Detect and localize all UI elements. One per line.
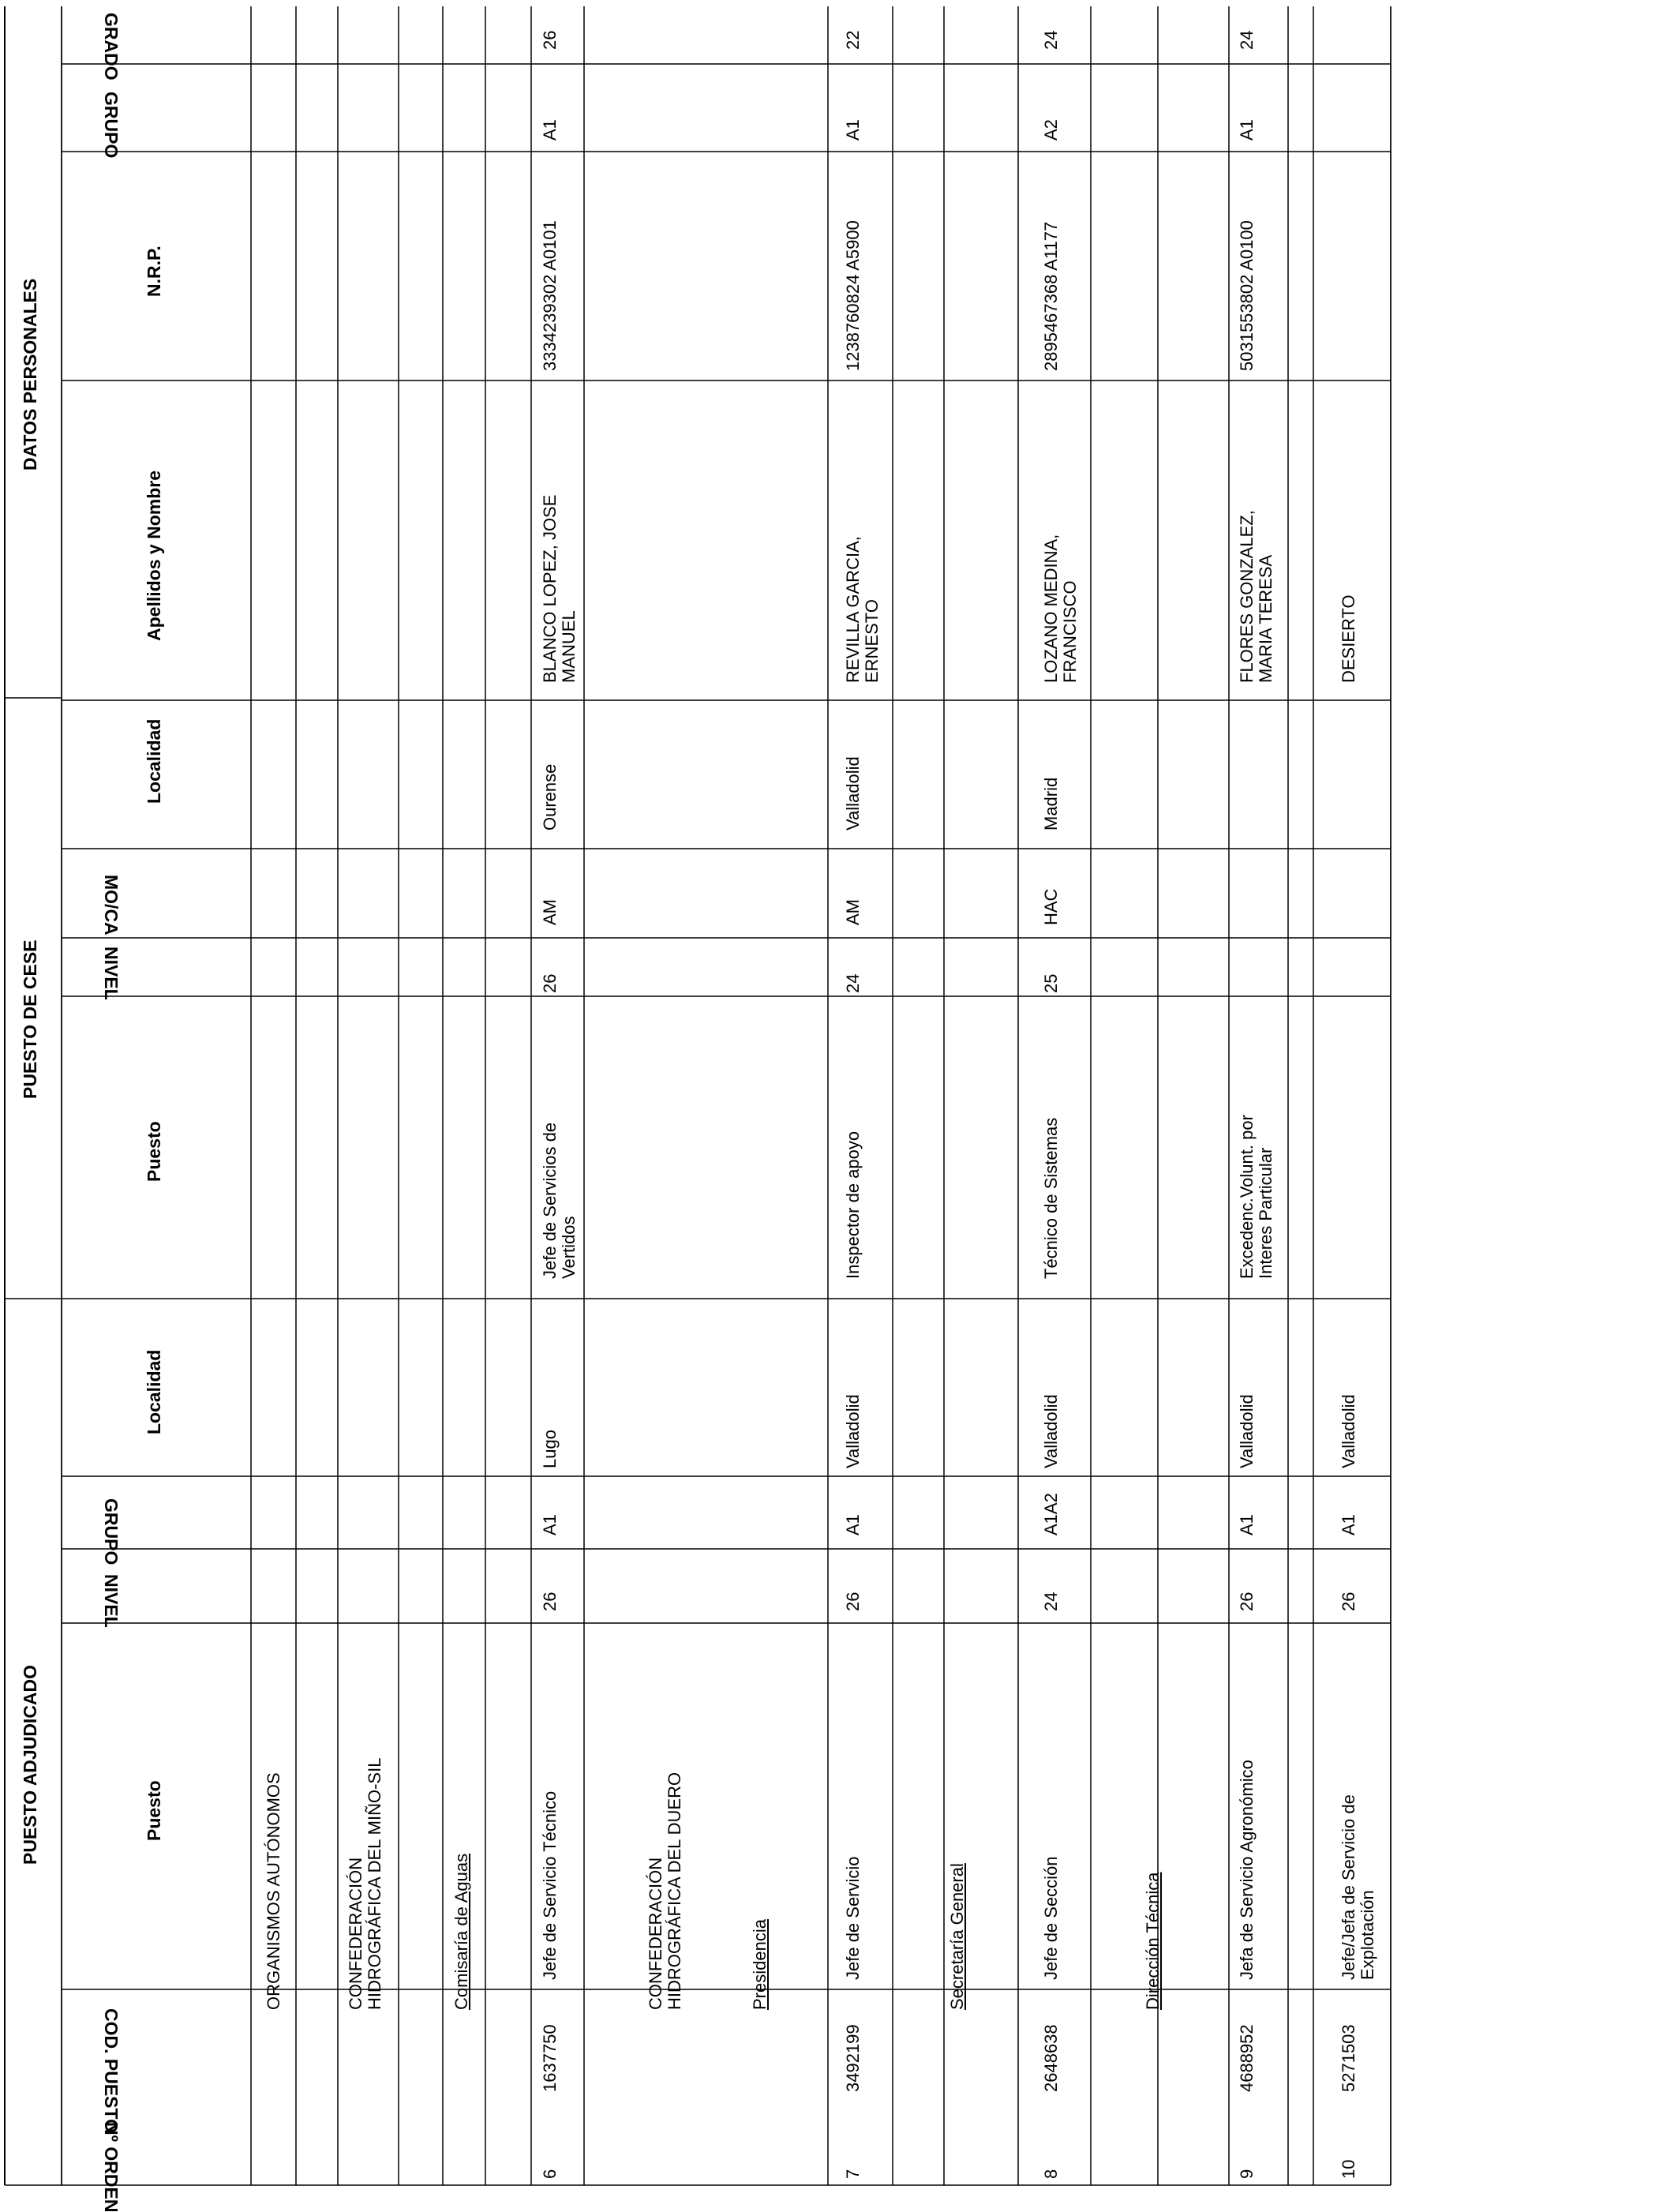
row-nombre: DESIERTO <box>1339 594 1358 683</box>
row-nombre-line2: MANUEL <box>559 610 579 683</box>
header-dp-grupo: GRUPO <box>101 92 122 159</box>
row-cese-puesto: Inspector de apoyo <box>843 1130 863 1279</box>
row-nombre: BLANCO LOPEZ, JOSE <box>540 494 560 683</box>
section-chms-line1: CONFEDERACIÓN <box>346 1857 365 2010</box>
section-chd-line2: HIDROGRÁFICA DEL DUERO <box>665 1771 684 2010</box>
row-cese-localidad: Madrid <box>1041 777 1061 830</box>
row-nrp: 1238760824 A5900 <box>843 220 863 371</box>
row-cese-nivel: 26 <box>540 973 560 993</box>
row-puesto: Jefe/Jefa de Servicio de <box>1339 1794 1358 1980</box>
header-cese-puesto: Puesto <box>144 1121 164 1182</box>
section-presidencia: Presidencia <box>750 1919 770 2010</box>
row-nivel: 24 <box>1041 1592 1061 1611</box>
row-cese-moca: HAC <box>1041 888 1061 925</box>
row-dp-grupo: A1 <box>540 119 560 141</box>
row-cod-puesto: 4688952 <box>1237 2024 1257 2092</box>
row-orden: 8 <box>1041 2169 1061 2179</box>
row-nrp: 3334239302 A0101 <box>540 220 560 371</box>
row-localidad: Lugo <box>540 1430 560 1468</box>
section-comisaria: Comisaría de Aguas <box>451 1853 471 2010</box>
row-dp-grupo: A1 <box>843 119 863 141</box>
row-puesto-line2: Explotación <box>1358 1890 1377 1980</box>
row-localidad: Valladolid <box>1041 1394 1061 1468</box>
row-nombre-line2: FRANCISCO <box>1060 580 1080 683</box>
header-localidad: Localidad <box>144 1349 164 1434</box>
row-cese-nivel: 25 <box>1041 973 1061 993</box>
row-orden: 10 <box>1339 2159 1358 2179</box>
row-dp-grado: 22 <box>843 30 863 50</box>
header-cese-localidad: Localidad <box>144 718 164 804</box>
row-nombre-line2: MARIA TERESA <box>1256 554 1275 683</box>
row-cese-nivel: 24 <box>843 973 863 993</box>
row-cese-puesto-line2: Interes Particular <box>1256 1147 1275 1279</box>
header-cese-moca: MO/CA <box>101 875 122 935</box>
header-dp-grado: GRADO <box>101 13 122 81</box>
row-nombre: REVILLA GARCIA, <box>843 536 863 683</box>
row-grupo: A1 <box>843 1514 863 1535</box>
row-dp-grado: 26 <box>540 30 560 50</box>
row-localidad: Valladolid <box>1339 1394 1358 1468</box>
row-nombre-line2: ERNESTO <box>862 599 882 683</box>
row-nivel: 26 <box>1339 1592 1358 1611</box>
row-cese-puesto: Excedenc.Volunt. por <box>1237 1115 1257 1279</box>
row-grupo: A1 <box>540 1514 560 1535</box>
row-nivel: 26 <box>1237 1592 1257 1611</box>
row-dp-grupo: A2 <box>1041 119 1061 141</box>
row-nrp: 5031553802 A0100 <box>1237 220 1257 371</box>
section-organismos: ORGANISMOS AUTÓNOMOS <box>264 1772 283 2010</box>
row-localidad: Valladolid <box>1237 1394 1257 1468</box>
header-apellidos: Apellidos y Nombre <box>144 471 164 641</box>
row-localidad: Valladolid <box>843 1394 863 1468</box>
row-cese-puesto: Jefe de Servicios de <box>540 1122 560 1279</box>
row-cod-puesto: 5271503 <box>1339 2024 1358 2092</box>
row-nivel: 26 <box>540 1592 560 1611</box>
row-orden: 7 <box>843 2169 863 2179</box>
section-chd-line1: CONFEDERACIÓN <box>646 1857 665 2010</box>
header-grupo: GRUPO <box>101 1498 122 1565</box>
row-nrp: 2895467368 A1177 <box>1041 221 1061 371</box>
row-grupo: A1 <box>1237 1514 1257 1535</box>
row-cese-moca: AM <box>540 899 560 925</box>
row-nivel: 26 <box>843 1592 863 1611</box>
row-orden: 9 <box>1237 2169 1257 2179</box>
row-cese-moca: AM <box>843 899 863 925</box>
header-orden: Nº ORDEN <box>101 2122 122 2212</box>
row-puesto: Jefa de Servicio Agronómico <box>1237 1760 1257 1980</box>
section-direccion: Dirección Técnica <box>1143 1872 1163 2010</box>
row-cese-puesto-line2: Vertidos <box>559 1216 579 1279</box>
header-cod-puesto: COD. PUESTO <box>101 2008 122 2134</box>
header-puesto: Puesto <box>144 1780 164 1841</box>
row-cod-puesto: 1637750 <box>540 2024 560 2092</box>
section-chms-line2: HIDROGRÁFICA DEL MIÑO-SIL <box>365 1757 384 2010</box>
row-grupo: A1A2 <box>1041 1493 1061 1535</box>
row-cod-puesto: 3492199 <box>843 2024 863 2092</box>
header-nrp: N.R.P. <box>144 246 164 297</box>
row-puesto: Jefe de Servicio <box>843 1856 863 1980</box>
row-dp-grado: 24 <box>1041 30 1061 50</box>
row-puesto: Jefe de Servicio Técnico <box>540 1790 560 1980</box>
row-nombre: LOZANO MEDINA, <box>1041 534 1061 683</box>
group-header-puesto-adjudicado: PUESTO ADJUDICADO <box>20 1664 40 1865</box>
row-puesto: Jefe de Sección <box>1041 1856 1061 1980</box>
group-header-datos-personales: DATOS PERSONALES <box>20 278 40 471</box>
row-cese-localidad: Valladolid <box>843 756 863 830</box>
row-cod-puesto: 2648638 <box>1041 2024 1061 2092</box>
row-grupo: A1 <box>1339 1514 1358 1535</box>
row-dp-grupo: A1 <box>1237 119 1257 141</box>
row-orden: 6 <box>540 2169 560 2179</box>
row-dp-grado: 24 <box>1237 30 1257 50</box>
header-cese-nivel: NIVEL <box>101 947 122 1000</box>
row-cese-localidad: Ourense <box>540 763 560 830</box>
row-nombre: FLORES GONZALEZ, <box>1237 510 1257 683</box>
section-secretaria: Secretaría General <box>947 1863 967 2010</box>
header-nivel: NIVEL <box>101 1574 122 1628</box>
group-header-puesto-cese: PUESTO DE CESE <box>20 939 40 1099</box>
row-cese-puesto: Técnico de Sistemas <box>1041 1117 1061 1279</box>
